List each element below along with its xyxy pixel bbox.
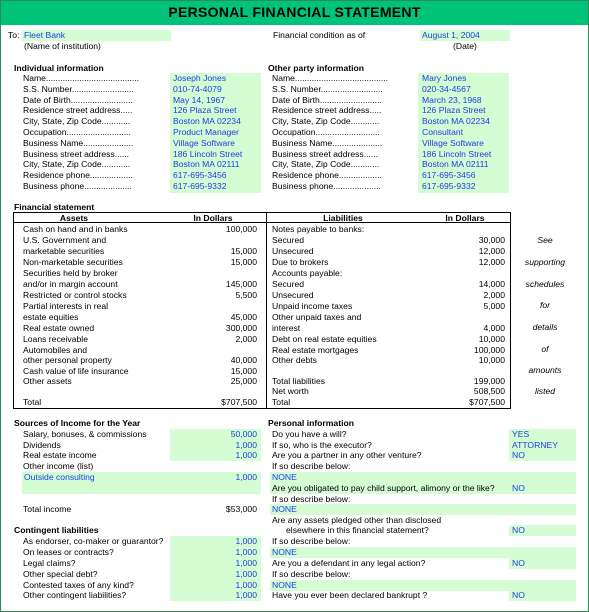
liability-label: Secured: [272, 279, 305, 289]
individual-value: Boston MA 02111: [173, 159, 240, 170]
asset-value: 2,000: [235, 334, 257, 344]
asset-value: 5,500: [235, 290, 257, 300]
income-value: 50,000: [230, 429, 257, 439]
asset-label: Cash value of life insurance: [23, 366, 129, 376]
asset-label: U.S. Government and: [23, 235, 107, 245]
liability-value: 199,000: [473, 376, 505, 386]
describe-label: If so describe below:: [272, 536, 351, 546]
side-note: for: [539, 300, 551, 310]
total-income-label: Total income: [23, 504, 72, 514]
answer-value: ATTORNEY: [512, 440, 558, 450]
answer-value: NO: [512, 450, 525, 460]
describe-value: NONE: [272, 547, 297, 557]
answer-value: NO: [512, 483, 525, 493]
describe-value: NONE: [272, 472, 297, 482]
income-label: Dividends: [23, 440, 61, 450]
describe-label: If so describe below:: [272, 494, 351, 504]
liability-value: 12,000: [478, 246, 505, 256]
liability-value: 5,000: [483, 301, 505, 311]
answer-value: NO: [512, 558, 525, 568]
asset-label: marketable securities: [23, 246, 105, 256]
other-party-label: Date of Birth..........................: [272, 94, 382, 105]
describe-label: If so describe below:: [272, 461, 351, 471]
liability-value: $707,500: [469, 397, 505, 407]
question-label: Have you ever been declared bankrupt ?: [272, 590, 428, 600]
question-label: Are any assets pledged other than disclosed: [272, 515, 442, 525]
contingent-label: Other special debt?: [23, 569, 98, 579]
other-party-label: Business phone....................: [272, 181, 381, 191]
liability-label: interest: [272, 323, 301, 333]
table-mid-border: [266, 212, 267, 409]
individual-label: Residence phone..................: [23, 170, 133, 181]
contingent-label: Other contingent liabilities?: [23, 590, 127, 600]
individual-label: Occupation...........................: [23, 127, 131, 137]
page-title: PERSONAL FINANCIAL STATEMENT: [168, 4, 421, 20]
individual-label: City, State, Zip Code............: [23, 116, 131, 127]
asset-label: Loans receivable: [23, 334, 88, 344]
asset-label: Securities held by broker: [23, 268, 118, 278]
liability-label: Other unpaid taxes and: [272, 312, 362, 322]
liability-label: Secured: [272, 235, 305, 245]
other-party-value: Boston MA 02111: [422, 159, 489, 170]
asset-label: other personal property: [23, 355, 112, 365]
individual-value: 617-695-3456: [173, 170, 227, 181]
individual-value: Boston MA 02234: [173, 116, 241, 127]
individual-value: Joseph Jones: [173, 73, 227, 83]
personal-heading: Personal information: [268, 418, 354, 428]
institution-caption: (Name of institution): [24, 41, 101, 51]
income-heading: Sources of Income for the Year: [14, 418, 141, 428]
liability-label: Notes payable to banks:: [272, 224, 365, 234]
other-party-value: Mary Jones: [422, 73, 467, 83]
contingent-value: 1,000: [235, 547, 257, 557]
asset-label: Other assets: [23, 376, 72, 386]
date-caption: (Date): [453, 41, 477, 51]
contingent-heading: Contingent liabilities: [14, 525, 99, 535]
other-party-label: Name.......................................: [272, 73, 389, 83]
question-label: Do you have a will?: [272, 429, 347, 439]
asset-value: 15,000: [230, 366, 257, 376]
other-party-label: Occupation...........................: [272, 127, 380, 137]
contingent-value: 1,000: [235, 536, 257, 546]
income-value: 1,000: [235, 440, 257, 450]
other-party-value: Boston MA 02234: [422, 116, 490, 127]
assets-dollars-header: In Dollars: [193, 213, 233, 223]
liability-value: 30,000: [478, 235, 505, 245]
other-party-label: City, State, Zip Code............: [272, 159, 380, 170]
individual-label: Residence street address.....: [23, 105, 133, 116]
individual-label: S.S. Number..........................: [23, 83, 134, 94]
question-label: elsewhere in this financial statement?: [286, 525, 429, 535]
total-income-value: $53,000: [225, 504, 257, 514]
asset-label: Restricted or control stocks: [23, 290, 127, 300]
other-party-value: Village Software: [422, 137, 484, 148]
contingent-value: 1,000: [235, 558, 257, 568]
institution-value: Fleet Bank: [24, 30, 66, 40]
income-label: Real estate income: [23, 450, 97, 460]
other-party-label: Residence street address.....: [272, 105, 382, 116]
side-note: amounts: [528, 365, 562, 375]
describe-field[interactable]: [270, 504, 576, 515]
other-party-value: 126 Plaza Street: [422, 105, 486, 116]
other-party-label: S.S. Number..........................: [272, 83, 383, 94]
contingent-value: 1,000: [235, 580, 257, 590]
individual-value: May 14, 1967: [173, 94, 226, 105]
answer-value: NO: [512, 590, 525, 600]
describe-field[interactable]: [270, 547, 576, 558]
other-party-value: Consultant: [422, 127, 464, 137]
liabilities-dollars-header: In Dollars: [445, 213, 485, 223]
liability-label: Net worth: [272, 386, 309, 396]
describe-value: NONE: [272, 580, 297, 590]
liability-label: Total: [272, 397, 291, 407]
asset-value: 100,000: [225, 224, 257, 234]
income-label: Other income (list): [23, 461, 94, 471]
contingent-value: 1,000: [235, 569, 257, 579]
question-label: Are you obligated to pay child support, alimony or the like?: [272, 483, 495, 493]
liability-label: Debt on real estate equities: [272, 334, 377, 344]
other-income-label: Outside consulting: [24, 472, 95, 482]
individual-label: Business phone....................: [23, 181, 132, 191]
liability-label: Total liabilities: [272, 376, 326, 386]
liability-label: Accounts payable:: [272, 268, 343, 278]
individual-value: Village Software: [173, 137, 235, 148]
other-party-value: 020-34-4567: [422, 83, 471, 94]
table-bottom-border: [13, 408, 511, 409]
side-note: details: [532, 322, 558, 332]
other-income-value: 1,000: [235, 472, 257, 482]
liabilities-header: Liabilities: [323, 213, 363, 223]
other-party-heading: Other party information: [268, 63, 364, 73]
side-note: of: [541, 344, 549, 354]
asset-value: 25,000: [230, 376, 257, 386]
liability-label: Unsecured: [272, 246, 314, 256]
liability-value: 14,000: [478, 279, 505, 289]
table-right-border: [510, 212, 511, 409]
income-value: 1,000: [235, 450, 257, 460]
asset-value: 145,000: [225, 279, 257, 289]
contingent-label: Legal claims?: [23, 558, 76, 568]
asset-label: Real estate owned: [23, 323, 95, 333]
income-label: Salary, bonuses, & commissions: [23, 429, 147, 439]
individual-value: 010-74-4079: [173, 83, 222, 94]
asset-value: 300,000: [225, 323, 257, 333]
asset-label: Automobiles and: [23, 345, 88, 355]
condition-label: Financial condition as of: [273, 30, 366, 40]
asset-value: 15,000: [230, 257, 257, 267]
answer-value: YES: [512, 429, 530, 439]
other-party-label: Business Name.....................: [272, 137, 383, 148]
individual-label: Name.......................................: [23, 73, 140, 83]
contingent-label: On leases or contracts?: [23, 547, 114, 557]
liability-label: Real estate mortgages: [272, 345, 359, 355]
contingent-value: 1,000: [235, 590, 257, 600]
asset-label: estate equities: [23, 312, 79, 322]
question-label: If so, who is the executor?: [272, 440, 372, 450]
liability-value: 10,000: [478, 355, 505, 365]
contingent-label: As endorser, co-maker or guarantor?: [23, 536, 164, 546]
other-party-label: City, State, Zip Code............: [272, 116, 380, 127]
describe-value: NONE: [272, 504, 297, 514]
other-party-label: Residence phone..................: [272, 170, 382, 181]
other-party-label: Business street address......: [272, 148, 379, 159]
liability-label: Due to brokers: [272, 257, 329, 267]
asset-value: 15,000: [230, 246, 257, 256]
answer-value: NO: [512, 525, 525, 535]
individual-value: 617-695-9332: [173, 181, 227, 191]
question-label: Are you a partner in any other venture?: [272, 450, 422, 460]
liability-label: Unpaid income taxes: [272, 301, 353, 311]
contingent-label: Contested taxes of any kind?: [23, 580, 134, 590]
liability-value: 12,000: [478, 257, 505, 267]
other-party-value: 617-695-3456: [422, 170, 476, 181]
side-note: supporting: [524, 257, 566, 267]
other-party-value: 617-695-9332: [422, 181, 476, 191]
individual-value: 186 Lincoln Street: [173, 148, 243, 159]
asset-value: $707,500: [221, 397, 257, 407]
other-party-value: 186 Lincoln Street: [422, 148, 492, 159]
side-note: listed: [534, 386, 556, 396]
asset-label: Non-marketable securities: [23, 257, 123, 267]
asset-label: and/or in margin account: [23, 279, 118, 289]
individual-label: Business Name.....................: [23, 137, 134, 148]
liability-label: Other debts: [272, 355, 317, 365]
individual-label: Date of Birth..........................: [23, 94, 133, 105]
asset-label: Total: [23, 397, 42, 407]
liability-value: 2,000: [483, 290, 505, 300]
asset-label: Cash on hand and in banks: [23, 224, 128, 234]
describe-label: If so describe below:: [272, 569, 351, 579]
other-party-value: March 23, 1968: [422, 94, 482, 105]
side-note: See: [537, 235, 553, 245]
individual-label: City, State, Zip Code............: [23, 159, 131, 170]
individual-label: Business street address......: [23, 148, 130, 159]
individual-heading: Individual information: [14, 63, 104, 73]
liability-value: 4,000: [483, 323, 505, 333]
table-left-border: [13, 212, 14, 409]
asset-label: Partial interests in real: [23, 301, 109, 311]
liability-value: 100,000: [473, 345, 505, 355]
question-label: Are you a defendant in any legal action?: [272, 558, 426, 568]
financial-heading: Financial statement: [14, 202, 95, 212]
liability-value: 508,500: [473, 386, 505, 396]
liability-label: Unsecured: [272, 290, 314, 300]
asset-value: 40,000: [230, 355, 257, 365]
side-note: schedules: [525, 279, 565, 289]
to-label: To:: [8, 30, 20, 40]
individual-value: 126 Plaza Street: [173, 105, 237, 116]
liability-value: 10,000: [478, 334, 505, 344]
asset-value: 45,000: [230, 312, 257, 322]
individual-value: Product Manager: [173, 127, 239, 137]
date-value: August 1, 2004: [422, 30, 480, 40]
assets-header: Assets: [59, 213, 89, 223]
